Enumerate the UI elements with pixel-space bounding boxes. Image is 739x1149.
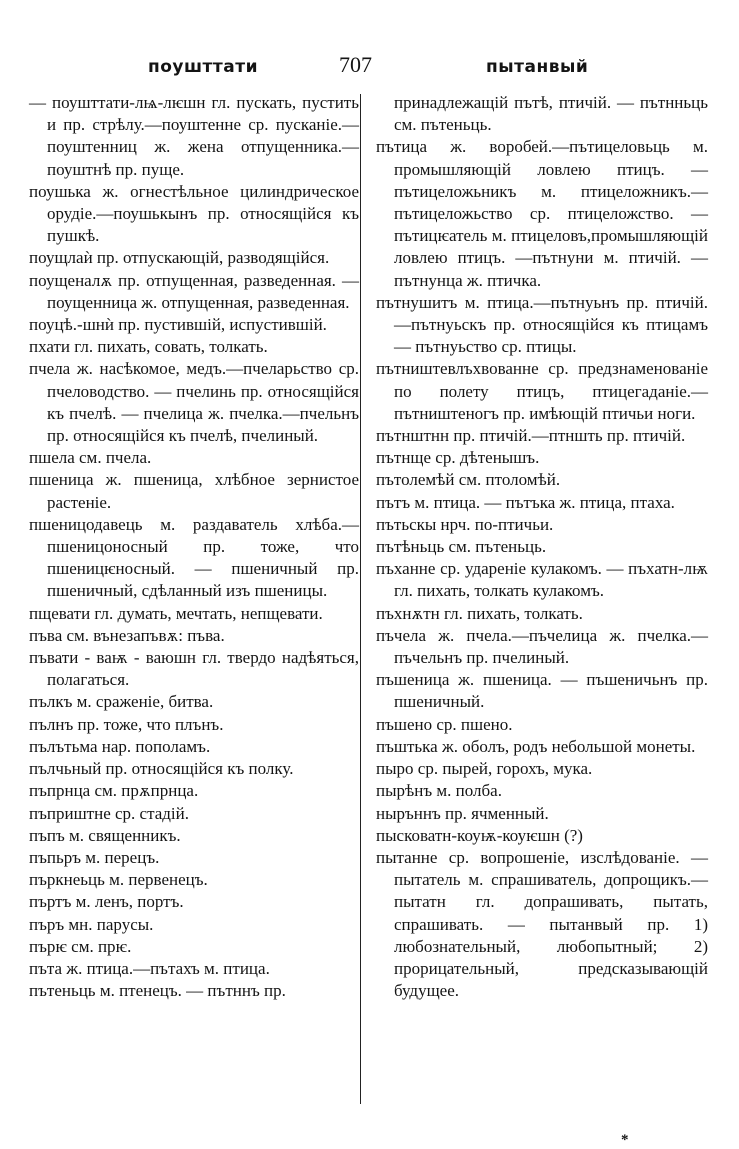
column-divider <box>360 94 361 1104</box>
dictionary-entry: пъпъ м. священникъ. <box>29 825 181 845</box>
dictionary-entry: пчела ж. насѣкомое, медъ.—пчеларьство ср. пчеловодство. — пчелинь пр. относящійся къ пчелѣ. — пчелица ж. пчелка.—пчельнъ пр. относящійся къ пчелѣ, пчелиный. <box>29 359 359 446</box>
dictionary-entry: пъштька ж. оболъ, родъ небольшой монеты. <box>376 736 696 756</box>
dictionary-entry: пырѣнъ м. полба. <box>376 781 502 801</box>
dictionary-entry: пътѣньць см. пътеньць. <box>376 537 547 557</box>
dictionary-entry: пъпрнца см. прѫпрнца. <box>29 781 199 801</box>
left-column <box>29 92 359 1002</box>
dictionary-entry: пъва см. вънезапъвѫ: пъва. <box>29 625 225 645</box>
dictionary-entry: пшеница ж. пшеница, хлѣбное зернистое растеніе. <box>29 470 359 512</box>
dictionary-entry: пътьскы нрч. по-птичьи. <box>376 514 554 534</box>
dictionary-entry: поушька ж. огнестѣльное цилиндрическое орудіе.—поушькынъ пр. относящійся къ пушкѣ. <box>29 181 359 246</box>
dictionary-entry: пшеницодавець м. раздаватель хлѣба.—пшеницоносный пр. тоже, что пшеницѥносный. — пшеничный пр. пшеничный, сдѣланный изъ пшеницы. <box>29 514 359 601</box>
dictionary-entry: пщевати гл. думать, мечтать, непщевати. <box>29 603 323 623</box>
dictionary-entry: пъхнѫтн гл. пихать, толкать. <box>376 603 583 623</box>
dictionary-entry: пшела см. пчела. <box>29 448 152 468</box>
dictionary-entry: пъта ж. птица.—пътахъ м. птица. <box>29 958 270 978</box>
dictionary-entry: пълнъ пр. тоже, что плънъ. <box>29 714 224 734</box>
dictionary-entry: пыро ср. пырей, горохъ, мука. <box>376 759 593 779</box>
dictionary-entry: пътеньць м. птенецъ. — пътннъ пр. <box>29 981 286 1001</box>
dictionary-entry: пъшеница ж. пшеница. — пъшеничьнъ пр. пшеничный. <box>376 670 708 712</box>
dictionary-entry: пърѥ см. прѥ. <box>29 936 132 956</box>
dictionary-entry: пъркнеьць м. первенецъ. <box>29 870 208 890</box>
dictionary-entry: пъвати - ваѭ - ваюшн гл. твердо надѣяться, полагаться. <box>29 648 359 690</box>
dictionary-entry: пъртъ м. ленъ, портъ. <box>29 892 184 912</box>
dictionary-entry: пълкъ м. сраженіе, битва. <box>29 692 214 712</box>
page-number: 707 <box>339 52 372 77</box>
running-head-left: поушттати <box>148 57 259 77</box>
dictionary-entry: пътолемѣй см. птоломѣй. <box>376 470 561 490</box>
running-head-right: пытанвый <box>486 57 589 77</box>
dictionary-entry: пъчела ж. пчела.—пъчелица ж. пчелка.—пъчельнъ пр. пчелиный. <box>376 625 708 668</box>
dictionary-entry: пътица ж. воробей.—пътицеловьць м. промышляющій ловлею птицъ. — пътицеложьникъ м. птицеложникъ.—пътицеложьство ср. птицеложство. — пътицѥатель м. птицеловъ,промышляющій ловлею птицъ. —пътнуни м. птичій. — пътнунца ж. птичка. <box>376 137 708 290</box>
dictionary-entry: поущеналѫ пр. отпущенная, разведенная. — поущенница ж. отпущенная, разведенная. <box>29 270 359 312</box>
dictionary-entry: принадлежащій пътѣ, птичій. — пътнньць см. пътеньць. <box>394 93 708 135</box>
dictionary-entry: пъприштне ср. стадій. <box>29 803 189 823</box>
dictionary-entry: пълчьный пр. относящійся къ полку. <box>29 759 294 779</box>
dictionary-entry: пъръ мн. парусы. <box>29 914 154 934</box>
dictionary-entry: пхати гл. пихать, совать, толкать. <box>29 337 268 357</box>
dictionary-entry: ныръннъ пр. ячменный. <box>376 803 549 823</box>
page-header <box>0 52 739 92</box>
dictionary-entry: пъпьръ м. перецъ. <box>29 847 160 867</box>
dictionary-entry: пъшено ср. пшено. <box>376 714 513 734</box>
dictionary-entry: поуцѣ.-шнѝ пр. пустившій, испустившій. <box>29 315 327 335</box>
dictionary-entry: пълътьма нар. пополамъ. <box>29 736 211 756</box>
dictionary-entry: пътништевлъхвованне ср. предзнаменованіе по полету птицъ, птицегаданіе.—пътништеногъ пр. имѣющій птичьи ноги. <box>376 359 708 423</box>
footer-asterisk: * <box>621 1132 629 1148</box>
right-column <box>376 92 708 1002</box>
dictionary-entry: пъханне ср. удареніе кулакомъ. — пъхатн-лѭ гл. пихать, толкать кулакомъ. <box>376 559 708 601</box>
dictionary-entry: пътнушитъ м. птица.—пътнуьнъ пр. птичій.—пътнуьскъ пр. относящійся къ птицамъ — пътнуьство ср. птицы. <box>376 292 708 357</box>
dictionary-entry: поущлаѝ пр. отпускающій, разводящійся. <box>29 248 330 268</box>
dictionary-entry: пысковатн-коуѭ-коуѥшн (?) <box>376 825 583 845</box>
dictionary-entry: пътнштнн пр. птичій.—птншть пр. птичій. <box>376 426 686 446</box>
dictionary-entry: пытанне ср. вопрошеніе, изслѣдованіе. — пытатель м. спрашиватель, допрощикъ.—пытатн гл. допрашивать, пытать, спрашивать. — пытанвый пр. 1) любознательный, любопытный; 2) прорицательный, предсказывающій будущее. <box>376 847 708 1001</box>
dictionary-entry: — поушттати-лѩ-лѥшн гл. пускать, пустить и пр. стрѣлу.—поуштенне ср. пусканіе.—поуштенниц ж. жена отпущенника.—поуштнѣ пр. пуще. <box>29 93 359 179</box>
dictionary-entry: пътъ м. птица. — пътъка ж. птица, птаха. <box>376 492 675 512</box>
dictionary-entry: пътнще ср. дѣтенышъ. <box>376 448 540 468</box>
